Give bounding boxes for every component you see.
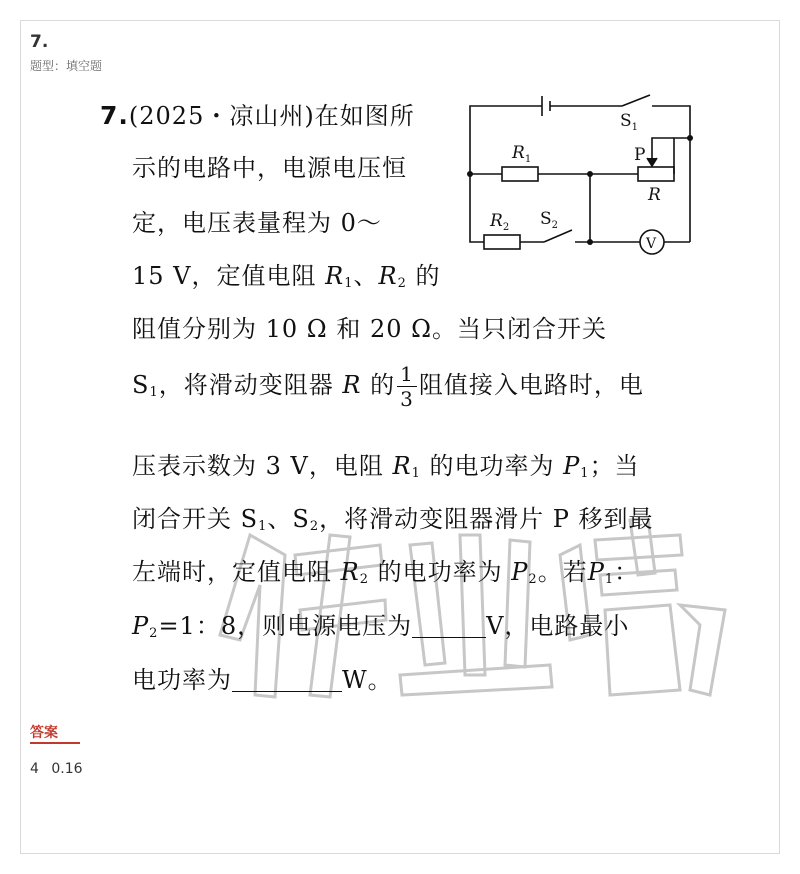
- stem-line-9: 左端时，定值电阻 $R_2$ 的电功率为 $P_2$。若$P_1$：: [132, 558, 640, 587]
- answer-title: 答案: [30, 725, 58, 741]
- label-v: V: [646, 236, 657, 252]
- label-r1: $R_1$: [512, 143, 532, 165]
- resistor-r2: [484, 235, 520, 249]
- answer-value: 4 0.16: [30, 761, 83, 777]
- rheostat-r: [638, 167, 674, 181]
- label-s2: $S_2$: [540, 209, 559, 231]
- wire-top: [470, 106, 542, 174]
- switch-s2: [544, 230, 572, 242]
- switch-s1: [622, 95, 650, 106]
- stem-number: 7.: [100, 101, 129, 130]
- stem-line-3: 定，电压表量程为 0～: [132, 209, 382, 237]
- label-r: R: [648, 185, 661, 205]
- stem-line-7: 压表示数为 3 V，电阻 $R_1$ 的电功率为 $P_1$；当: [132, 452, 640, 481]
- question-type-label: 题型：填空题: [30, 59, 103, 73]
- circuit-diagram: [462, 92, 702, 262]
- label-r2: $R_2$: [490, 211, 510, 233]
- stem-line-5: 阻值分别为 10 Ω 和 20 Ω。当只闭合开关: [132, 315, 608, 343]
- label-p: P: [634, 145, 646, 165]
- stem-line-4: 15 V，定值电阻 $R_1$、$R_2$ 的: [132, 262, 441, 291]
- label-s1: $S_1$: [620, 111, 639, 133]
- stem-line-2: 示的电路中，电源电压恒: [132, 154, 407, 182]
- stem-line-11: 电功率为 W。: [132, 666, 393, 694]
- stem-line-6: $S_1$，将滑动变阻器 R 的 $\frac{1}{3}$ 阻值接入电路时，电: [132, 362, 644, 411]
- fraction-one-third: $\frac{1}{3}$: [397, 364, 417, 409]
- resistor-r1: [502, 167, 538, 181]
- answer-blank-2[interactable]: [232, 669, 342, 692]
- stem-line-10: $P_2=1$：8，则电源电压为 V，电路最小: [132, 612, 630, 641]
- question-number: 7.: [30, 32, 49, 52]
- stem-source: (2025・凉山州): [128, 102, 315, 130]
- answer-underline: [30, 742, 80, 744]
- stem-line-8: 闭合开关 $S_1$、$S_2$，将滑动变阻器滑片 P 移到最: [132, 505, 654, 534]
- answer-blank-1[interactable]: [412, 615, 486, 638]
- battery-symbol: [542, 96, 550, 116]
- stem-line-1: 7.(2025・凉山州)在如图所: [100, 101, 415, 130]
